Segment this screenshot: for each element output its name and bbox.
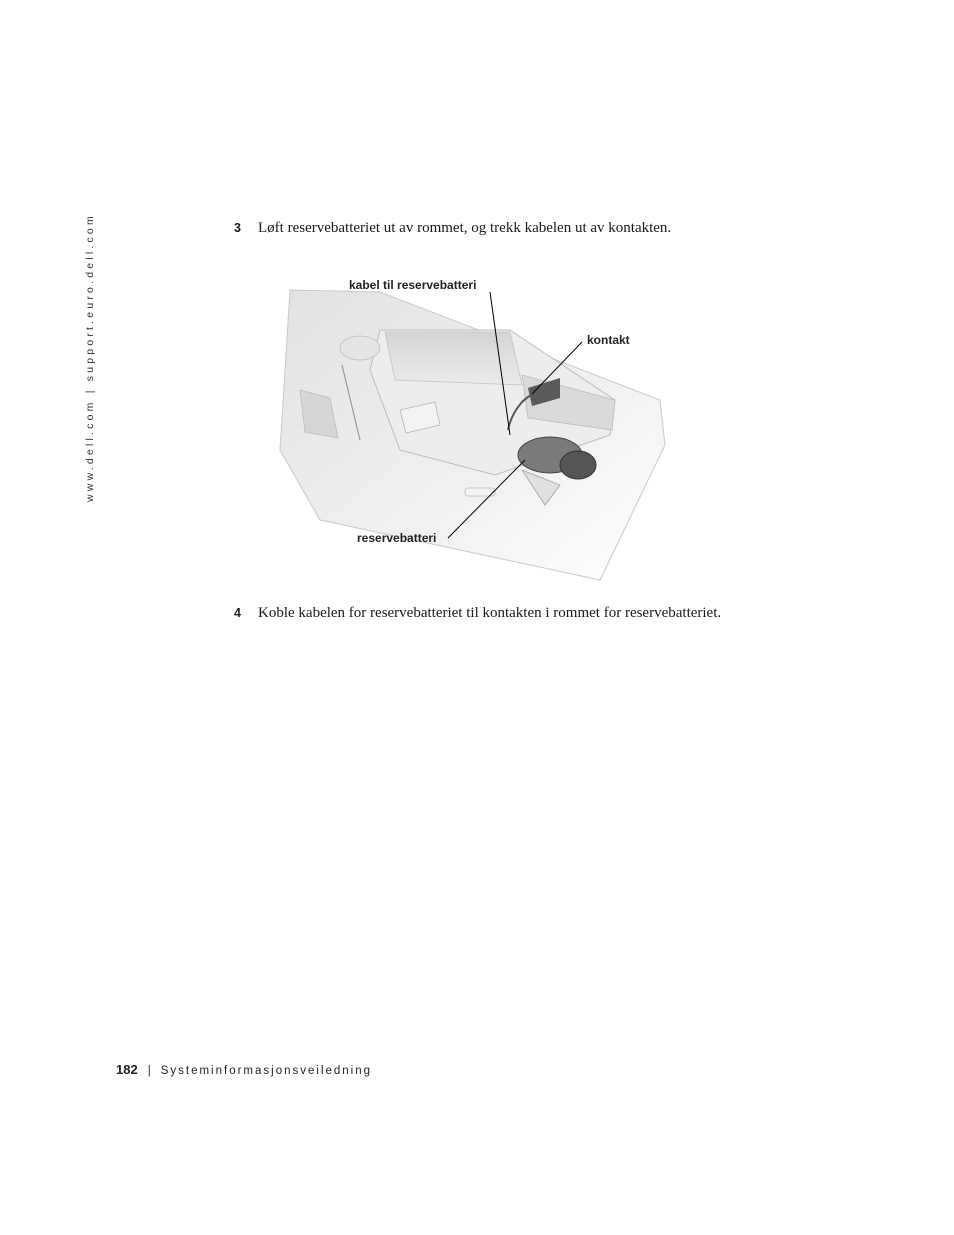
footer-separator: |: [147, 1065, 151, 1077]
page-number: 182: [116, 1062, 138, 1077]
step-text: Løft reservebatteriet ut av rommet, og trekk kabelen ut av kontakten.: [258, 220, 672, 236]
battery-compartment-illustration: [260, 270, 700, 590]
step-text: Koble kabelen for reservebatteriet til kontakten i rommet for reservebatteriet.: [258, 605, 722, 621]
sidebar-url: www.dell.com | support.euro.dell.com: [84, 213, 96, 502]
step-number: 4: [234, 606, 241, 620]
step-number: 3: [234, 221, 241, 235]
step-3: [234, 220, 671, 237]
callout-connector: kontakt: [587, 333, 630, 347]
step-4: [234, 605, 721, 622]
backup-battery-figure: [260, 270, 700, 590]
page-footer: [116, 1062, 372, 1077]
document-title: Systeminformasjonsveiledning: [160, 1065, 373, 1077]
callout-battery: reservebatteri: [357, 531, 437, 545]
callout-cable: kabel til reservebatteri: [349, 278, 477, 292]
